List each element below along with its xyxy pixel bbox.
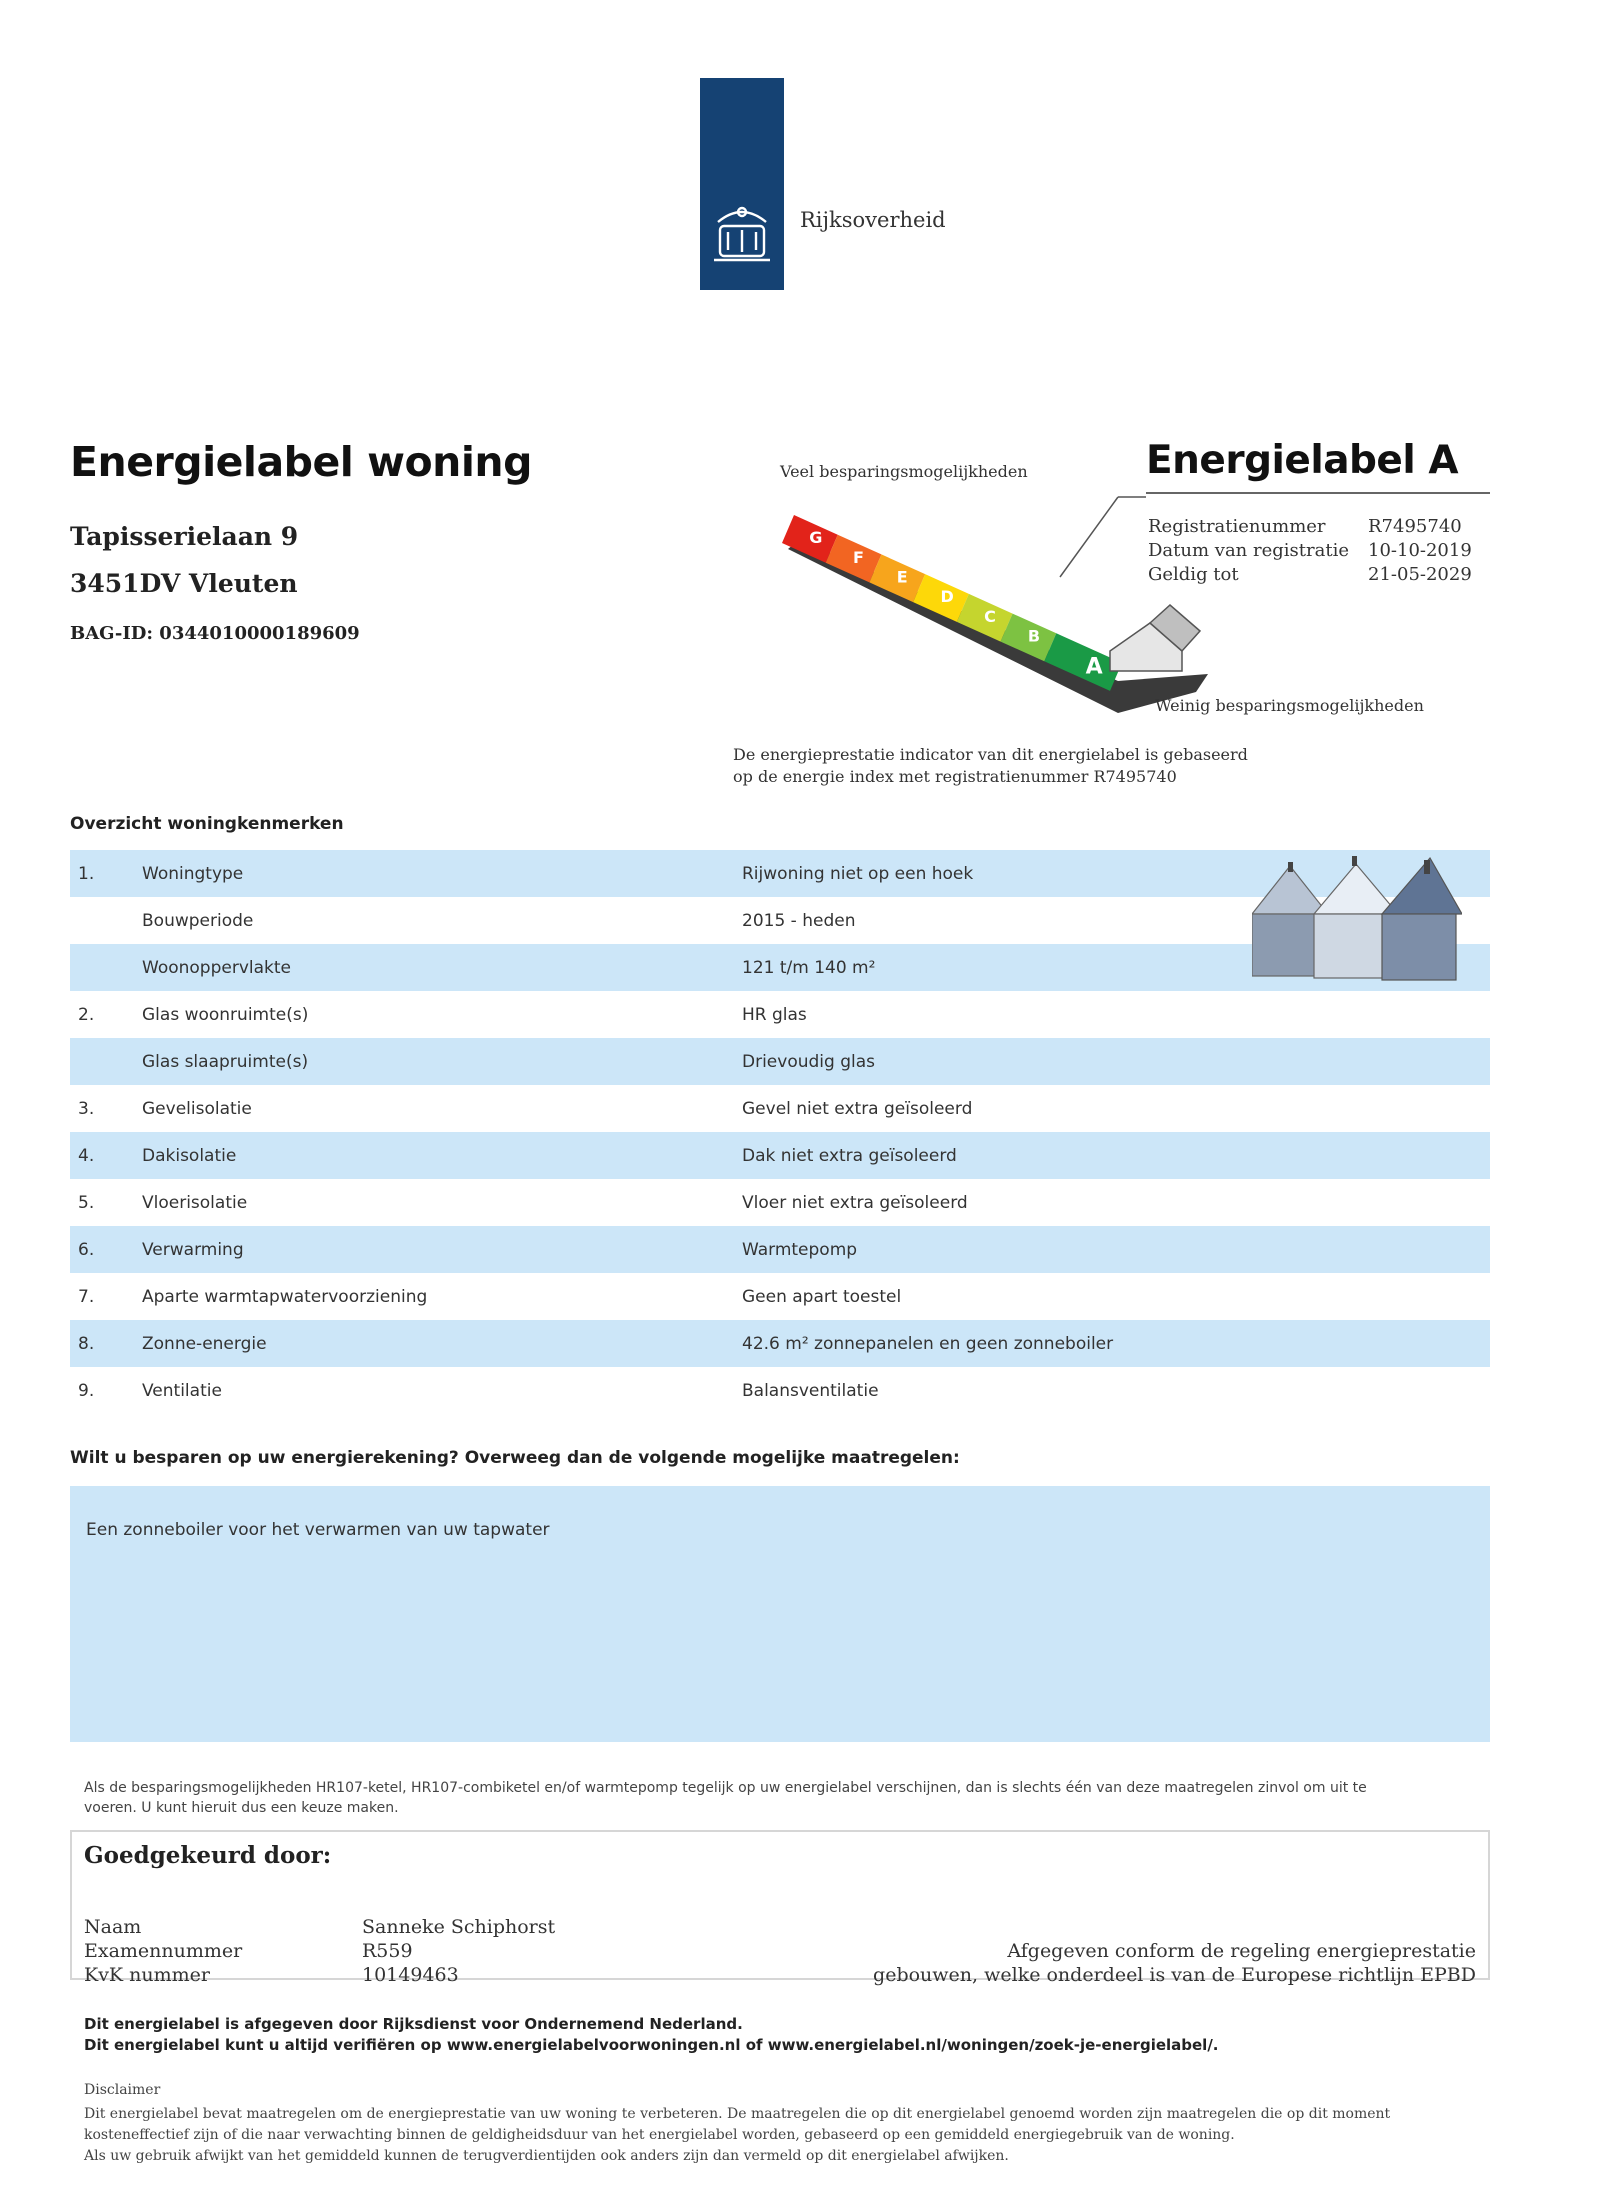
savings-footnote-line-1: Als de besparingsmogelijkheden HR107-ketel, HR107-combiketel en/of warmtepomp tegelijk op uw energielabel verschijnen, dan is slechts één van deze maatregelen zinvol om uit te: [84, 1780, 1367, 1796]
row-label: Glas slaapruimte(s): [142, 1051, 309, 1072]
table-row: [70, 1085, 1490, 1132]
row-value: 2015 - heden: [742, 910, 856, 931]
many-savings-note: Veel besparingsmogelijkheden: [780, 462, 1028, 481]
scale-letter-g: G: [809, 528, 823, 548]
row-number: 7.: [78, 1286, 95, 1307]
row-label: Glas woonruimte(s): [142, 1004, 309, 1025]
table-row: [70, 1367, 1490, 1414]
indicator-line-1: De energieprestatie indicator van dit energielabel is gebaseerd: [733, 745, 1248, 764]
disclaimer-line-3: Als uw gebruik afwijkt van het gemiddeld kunnen de terugverdientijden ook anders zijn dan vermeld op dit energielabel afwijken.: [84, 2148, 1009, 2164]
table-row: [70, 1132, 1490, 1179]
valid-until: 21-05-2029: [1368, 564, 1472, 585]
table-row: [70, 991, 1490, 1038]
row-number: 2.: [78, 1004, 95, 1025]
document-title: Energielabel woning: [70, 438, 532, 486]
row-label: Zonne-energie: [142, 1333, 267, 1354]
valid-until-label: Geldig tot: [1148, 564, 1239, 585]
row-label: Bouwperiode: [142, 910, 254, 931]
approver-name-label: Naam: [84, 1916, 142, 1938]
row-number: 9.: [78, 1380, 95, 1401]
label-pointer-line: [1060, 497, 1118, 577]
table-row: [70, 1226, 1490, 1273]
row-label: Woningtype: [142, 863, 244, 884]
row-value: 121 t/m 140 m²: [742, 957, 876, 978]
disclaimer-line-1: Dit energielabel bevat maatregelen om de energieprestatie van uw woning te verbeteren. De maatregelen die op dit energielabel genoemd worden zijn maatregelen die op dit moment: [84, 2106, 1391, 2122]
approval-title: Goedgekeurd door:: [84, 1842, 332, 1869]
disclaimer-line-2: kosteneffectief zijn of die naar verwachting binnen de geldigheidsduur van het energielabel worden, gebaseerd op een gemiddeld energiegebruik van de woning.: [84, 2127, 1235, 2143]
table-row: [70, 1038, 1490, 1085]
row-value: Dak niet extra geïsoleerd: [742, 1145, 957, 1166]
approval-statement-line-1: Afgegeven conform de regeling energieprestatie: [1007, 1940, 1476, 1962]
row-value: 42.6 m² zonnepanelen en geen zonneboiler: [742, 1333, 1114, 1354]
overview-heading: Overzicht woningkenmerken: [70, 814, 344, 834]
exam-number-label: Examennummer: [84, 1940, 243, 1962]
disclaimer-title: Disclaimer: [84, 2082, 161, 2098]
row-value: Balansventilatie: [742, 1380, 879, 1401]
row-value: Drievoudig glas: [742, 1051, 875, 1072]
indicator-explanation: [733, 744, 1293, 788]
row-number: 6.: [78, 1239, 95, 1260]
few-savings-note: Weinig besparingsmogelijkheden: [1155, 696, 1424, 715]
kvk-number: 10149463: [362, 1964, 459, 1986]
savings-heading: Wilt u besparen op uw energierekening? Overweeg dan de volgende mogelijke maatregelen:: [70, 1448, 960, 1468]
footer-verify: Dit energielabel kunt u altijd verifiëren op www.energielabelvoorwoningen.nl of www.energielabel.nl/woningen/zoek-je-energielabel/.: [84, 2036, 1219, 2054]
row-number: 1.: [78, 863, 95, 884]
registration-date: 10-10-2019: [1368, 540, 1472, 561]
row-label: Aparte warmtapwatervoorziening: [142, 1286, 428, 1307]
approval-statement-line-2: gebouwen, welke onderdeel is van de Europese richtlijn EPBD: [873, 1964, 1476, 1986]
energy-label-scale: [770, 455, 1600, 775]
row-house-icon: [1252, 852, 1462, 982]
address-street: Tapisserielaan 9: [70, 522, 299, 551]
scale-letter-e: E: [896, 567, 908, 587]
row-number: 8.: [78, 1333, 95, 1354]
scale-letter-a: A: [1085, 654, 1103, 680]
row-value: Vloer niet extra geïsoleerd: [742, 1192, 968, 1213]
row-value: Geen apart toestel: [742, 1286, 902, 1307]
house-on-scale-icon: [1110, 605, 1200, 671]
footer-issued-by: Dit energielabel is afgegeven door Rijksdienst voor Ondernemend Nederland.: [84, 2015, 743, 2033]
row-label: Dakisolatie: [142, 1145, 237, 1166]
row-label: Verwarming: [142, 1239, 244, 1260]
table-row: [70, 1273, 1490, 1320]
kvk-number-label: KvK nummer: [84, 1964, 210, 1986]
registration-date-label: Datum van registratie: [1148, 540, 1349, 561]
indicator-line-2: op de energie index met registratienummer R7495740: [733, 767, 1177, 786]
table-row: [70, 1179, 1490, 1226]
bag-id: BAG-ID: 0344010000189609: [70, 623, 360, 644]
scale-letter-d: D: [940, 587, 954, 607]
exam-number: R559: [362, 1940, 413, 1962]
energy-label-title: Energielabel A: [1146, 438, 1459, 483]
row-number: 5.: [78, 1192, 95, 1213]
row-value: Gevel niet extra geïsoleerd: [742, 1098, 973, 1119]
row-label: Gevelisolatie: [142, 1098, 252, 1119]
row-label: Vloerisolatie: [142, 1192, 248, 1213]
scale-letter-f: F: [853, 547, 864, 567]
row-number: 3.: [78, 1098, 95, 1119]
savings-footnote: [84, 1778, 1484, 1818]
label-title-underline: [1146, 492, 1490, 494]
approver-name: Sanneke Schiphorst: [362, 1916, 556, 1938]
address-postcode-city: 3451DV Vleuten: [70, 569, 298, 598]
disclaimer-text: [84, 2104, 1444, 2167]
row-value: Warmtepomp: [742, 1239, 858, 1260]
scale-letter-b: B: [1027, 626, 1041, 646]
savings-footnote-line-2: voeren. U kunt hieruit dus een keuze maken.: [84, 1800, 399, 1816]
logo-text: Rijksoverheid: [800, 208, 946, 232]
row-label: Ventilatie: [142, 1380, 222, 1401]
row-label: Woonoppervlakte: [142, 957, 291, 978]
savings-item: Een zonneboiler voor het verwarmen van uw tapwater: [86, 1520, 550, 1540]
row-number: 4.: [78, 1145, 95, 1166]
row-value: Rijwoning niet op een hoek: [742, 863, 974, 884]
scale-letter-c: C: [984, 606, 996, 626]
coat-of-arms-icon: [708, 200, 776, 266]
registration-number-label: Registratienummer: [1148, 516, 1326, 537]
row-value: HR glas: [742, 1004, 807, 1025]
table-row: [70, 1320, 1490, 1367]
registration-number: R7495740: [1368, 516, 1462, 537]
